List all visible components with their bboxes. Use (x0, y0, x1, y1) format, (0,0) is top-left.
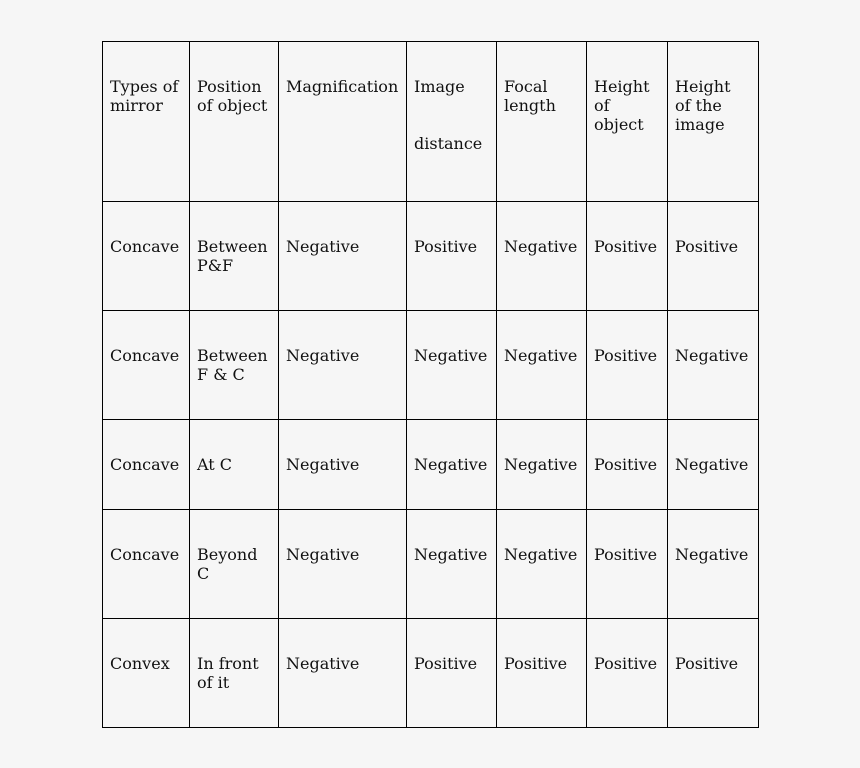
cell-text: Positive (414, 654, 478, 673)
table-cell (407, 311, 497, 420)
header-row (103, 42, 759, 202)
table-cell (103, 311, 190, 420)
table-cell (668, 510, 759, 619)
header-cell (190, 42, 279, 202)
cell-text: Concave (110, 545, 180, 564)
header-text: Magnification (286, 77, 399, 96)
table-cell (103, 619, 190, 728)
cell-text: Concave (110, 346, 180, 365)
table-cell (407, 202, 497, 311)
table-cell (103, 202, 190, 311)
header-text: Position of object (197, 77, 268, 115)
table-cell (279, 510, 407, 619)
header-cell (103, 42, 190, 202)
table-cell (279, 420, 407, 510)
cell-text: Negative (675, 545, 749, 564)
cell-text: Negative (504, 237, 578, 256)
cell-text: Positive (675, 237, 739, 256)
table-cell (587, 619, 668, 728)
header-text: Focal length (504, 77, 556, 115)
table-cell (668, 619, 759, 728)
table-cell (103, 420, 190, 510)
table-cell (587, 311, 668, 420)
table-cell (407, 510, 497, 619)
cell-text: Between F & C (197, 346, 268, 384)
table-cell (190, 311, 279, 420)
table-cell (407, 420, 497, 510)
header-text: Height of the image (675, 77, 731, 134)
cell-text: Negative (286, 545, 360, 564)
table-row (103, 510, 759, 619)
cell-text: Between P&F (197, 237, 268, 275)
mirror-sign-convention-table (102, 41, 759, 728)
cell-text: Negative (504, 346, 578, 365)
table-cell (279, 202, 407, 311)
table-cell (190, 202, 279, 311)
cell-text: Concave (110, 455, 180, 474)
header-cell (587, 42, 668, 202)
table-cell (407, 619, 497, 728)
table-cell (497, 510, 587, 619)
cell-text: Positive (594, 654, 658, 673)
cell-text: Positive (594, 545, 658, 564)
table-cell (279, 619, 407, 728)
table-cell (587, 202, 668, 311)
cell-text: Negative (504, 455, 578, 474)
table-cell (497, 619, 587, 728)
table-cell (497, 202, 587, 311)
cell-text: Positive (414, 237, 478, 256)
table-row (103, 202, 759, 311)
table-cell (668, 311, 759, 420)
cell-text: Negative (414, 346, 488, 365)
table-cell (497, 311, 587, 420)
cell-text: Positive (504, 654, 568, 673)
table-cell (587, 420, 668, 510)
header-cell (407, 42, 497, 202)
cell-text: Negative (414, 545, 488, 564)
cell-text: Positive (675, 654, 739, 673)
cell-text: Concave (110, 237, 180, 256)
cell-text: At C (197, 455, 233, 474)
cell-text: Negative (286, 455, 360, 474)
table-row (103, 420, 759, 510)
header-text: Height of object (594, 77, 650, 134)
cell-text: Negative (286, 346, 360, 365)
cell-text: Beyond C (197, 545, 258, 583)
cell-text: Negative (414, 455, 488, 474)
header-cell (497, 42, 587, 202)
table-cell (497, 420, 587, 510)
table-row (103, 311, 759, 420)
cell-text: Negative (286, 654, 360, 673)
cell-text: Negative (675, 346, 749, 365)
table-cell (103, 510, 190, 619)
table-cell (190, 510, 279, 619)
header-text: Types of mirror (110, 77, 179, 115)
header-cell (279, 42, 407, 202)
header-text: Image distance (414, 77, 483, 153)
cell-text: Positive (594, 455, 658, 474)
table-cell (190, 619, 279, 728)
table-cell (668, 202, 759, 311)
table-row (103, 619, 759, 728)
cell-text: Convex (110, 654, 170, 673)
table-cell (668, 420, 759, 510)
cell-text: Negative (675, 455, 749, 474)
cell-text: In front of it (197, 654, 259, 692)
table-cell (190, 420, 279, 510)
cell-text: Positive (594, 237, 658, 256)
cell-text: Negative (504, 545, 578, 564)
table-cell (587, 510, 668, 619)
header-cell (668, 42, 759, 202)
table-cell (279, 311, 407, 420)
cell-text: Negative (286, 237, 360, 256)
cell-text: Positive (594, 346, 658, 365)
